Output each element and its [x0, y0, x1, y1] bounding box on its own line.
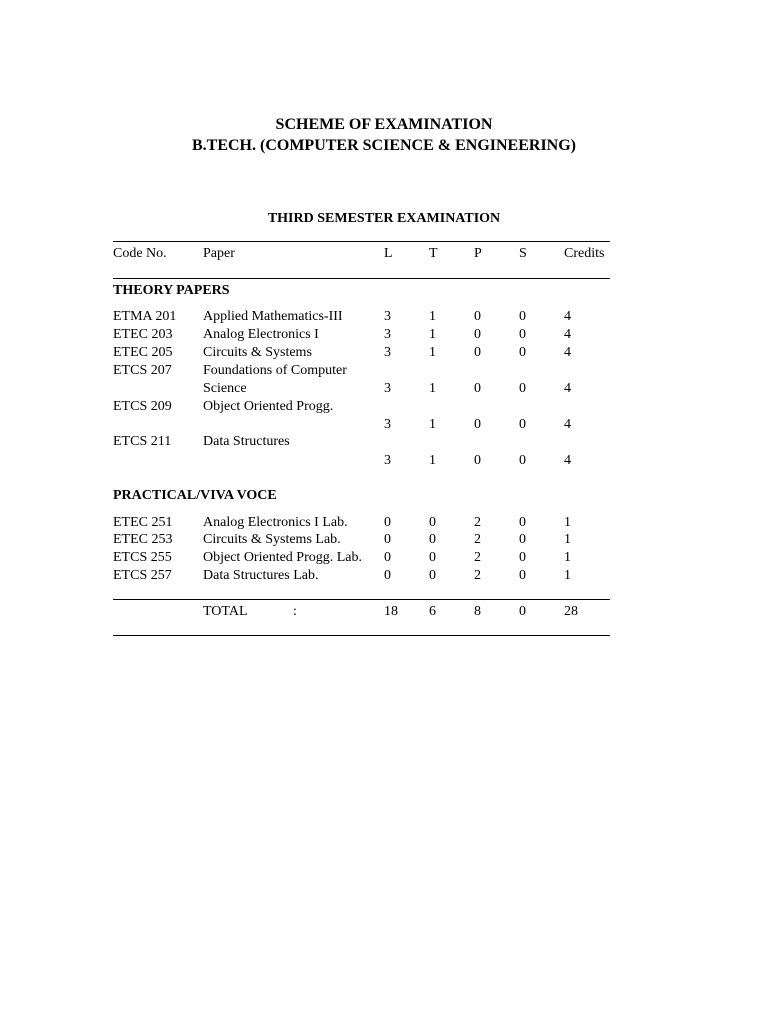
header-code: Code No. [113, 246, 167, 261]
total-label: TOTAL [203, 604, 248, 619]
header-p: P [474, 246, 482, 261]
paper-name: Foundations of Computer [203, 363, 347, 378]
paper-name: Applied Mathematics-III [203, 309, 343, 324]
total-top-rule [113, 599, 610, 600]
paper-name: Circuits & Systems [203, 345, 312, 360]
course-code: ETEC 205 [113, 345, 173, 360]
credits-value: 4 [564, 453, 571, 468]
total-bottom-rule [113, 635, 610, 636]
paper-name: Object Oriented Progg. [203, 399, 334, 414]
credits-value: 1 [564, 550, 571, 565]
paper-name: Circuits & Systems Lab. [203, 532, 341, 547]
tutorial-hours: 1 [429, 381, 436, 396]
s-value: 0 [519, 532, 526, 547]
tutorial-hours: 1 [429, 453, 436, 468]
credits-value: 4 [564, 327, 571, 342]
s-value: 0 [519, 568, 526, 583]
header-t: T [429, 246, 438, 261]
header-paper: Paper [203, 246, 235, 261]
theory-papers-heading: THEORY PAPERS [113, 283, 230, 298]
s-value: 0 [519, 453, 526, 468]
total-separator: : [293, 604, 297, 619]
practical-hours: 2 [474, 568, 481, 583]
header-l: L [384, 246, 393, 261]
lecture-hours: 0 [384, 532, 391, 547]
total-s: 0 [519, 604, 526, 619]
document-title: SCHEME OF EXAMINATION [275, 116, 493, 133]
credits-value: 1 [564, 568, 571, 583]
header-credits: Credits [564, 246, 605, 261]
lecture-hours: 0 [384, 515, 391, 530]
paper-name: Data Structures Lab. [203, 568, 319, 583]
tutorial-hours: 0 [429, 532, 436, 547]
credits-value: 1 [564, 532, 571, 547]
tutorial-hours: 1 [429, 327, 436, 342]
s-value: 0 [519, 327, 526, 342]
s-value: 0 [519, 381, 526, 396]
paper-name: Analog Electronics I [203, 327, 319, 342]
practical-hours: 0 [474, 345, 481, 360]
lecture-hours: 3 [384, 417, 391, 432]
paper-name: Data Structures [203, 434, 290, 449]
s-value: 0 [519, 515, 526, 530]
tutorial-hours: 1 [429, 345, 436, 360]
practical-hours: 0 [474, 381, 481, 396]
course-code: ETCS 255 [113, 550, 172, 565]
credits-value: 4 [564, 309, 571, 324]
practical-hours: 0 [474, 417, 481, 432]
paper-name-continued: Science [203, 381, 247, 396]
lecture-hours: 3 [384, 327, 391, 342]
lecture-hours: 3 [384, 381, 391, 396]
s-value: 0 [519, 417, 526, 432]
lecture-hours: 0 [384, 550, 391, 565]
credits-value: 4 [564, 417, 571, 432]
header-s: S [519, 246, 527, 261]
s-value: 0 [519, 345, 526, 360]
practical-hours: 2 [474, 550, 481, 565]
lecture-hours: 3 [384, 453, 391, 468]
course-code: ETEC 251 [113, 515, 173, 530]
paper-name: Object Oriented Progg. Lab. [203, 550, 363, 565]
document-subtitle-program: B.TECH. (COMPUTER SCIENCE & ENGINEERING) [191, 137, 577, 154]
total-credits: 28 [564, 604, 578, 619]
course-code: ETMA 201 [113, 309, 177, 324]
tutorial-hours: 1 [429, 417, 436, 432]
lecture-hours: 3 [384, 309, 391, 324]
course-code: ETCS 209 [113, 399, 172, 414]
practical-hours: 2 [474, 532, 481, 547]
total-t: 6 [429, 604, 436, 619]
header-bottom-rule [113, 278, 610, 279]
course-code: ETCS 211 [113, 434, 172, 449]
course-code: ETCS 257 [113, 568, 172, 583]
practical-hours: 0 [474, 327, 481, 342]
total-p: 8 [474, 604, 481, 619]
semester-heading: THIRD SEMESTER EXAMINATION [267, 211, 501, 226]
course-code: ETEC 253 [113, 532, 173, 547]
credits-value: 4 [564, 381, 571, 396]
s-value: 0 [519, 309, 526, 324]
s-value: 0 [519, 550, 526, 565]
practical-heading: PRACTICAL/VIVA VOCE [113, 488, 277, 503]
practical-hours: 2 [474, 515, 481, 530]
practical-hours: 0 [474, 453, 481, 468]
header-top-rule [113, 241, 610, 242]
tutorial-hours: 1 [429, 309, 436, 324]
paper-name: Analog Electronics I Lab. [203, 515, 348, 530]
credits-value: 4 [564, 345, 571, 360]
course-code: ETCS 207 [113, 363, 172, 378]
tutorial-hours: 0 [429, 515, 436, 530]
tutorial-hours: 0 [429, 568, 436, 583]
total-l: 18 [384, 604, 398, 619]
lecture-hours: 0 [384, 568, 391, 583]
lecture-hours: 3 [384, 345, 391, 360]
tutorial-hours: 0 [429, 550, 436, 565]
course-code: ETEC 203 [113, 327, 173, 342]
practical-hours: 0 [474, 309, 481, 324]
credits-value: 1 [564, 515, 571, 530]
